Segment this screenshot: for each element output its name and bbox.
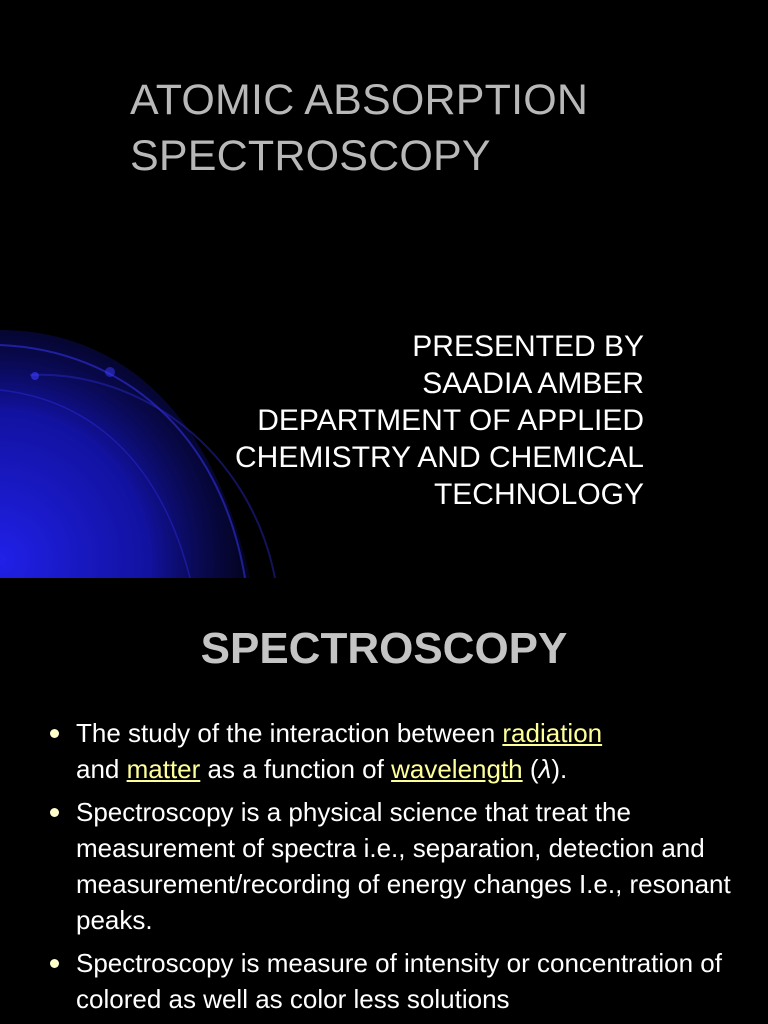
bullet-list bbox=[44, 715, 734, 1024]
department-line-1: DEPARTMENT OF APPLIED bbox=[257, 404, 644, 437]
slide-spectroscopy bbox=[0, 578, 768, 1024]
presenter-name: SAADIA AMBER bbox=[422, 367, 644, 400]
department-line-2: CHEMISTRY AND CHEMICAL bbox=[235, 441, 644, 474]
title-line-1: ATOMIC ABSORPTION bbox=[130, 76, 589, 124]
bullet-icon bbox=[50, 729, 59, 738]
bullet-icon bbox=[50, 959, 59, 968]
matter-link[interactable]: matter bbox=[126, 754, 201, 784]
lambda-symbol: λ bbox=[538, 754, 552, 784]
presenter-block bbox=[84, 328, 644, 513]
presentation-title bbox=[130, 72, 730, 184]
presented-by-label: PRESENTED BY bbox=[412, 330, 644, 363]
list-item bbox=[44, 794, 734, 938]
wavelength-link[interactable]: wavelength bbox=[391, 754, 523, 784]
bullet-icon bbox=[50, 808, 59, 817]
list-item: The study of the interaction between radiation and matter as a function of wavelength (λ). bbox=[44, 715, 734, 787]
title-line-2: SPECTROSCOPY bbox=[130, 132, 491, 180]
radiation-link[interactable]: radiation bbox=[502, 718, 603, 748]
list-item bbox=[44, 945, 734, 1017]
slide-title: SPECTROSCOPY bbox=[200, 624, 568, 673]
bullet-text: Spectroscopy is a physical science that treat the measurement of spectra i.e., separation, detection and measurement/recording of energy changes I.e., resonant peaks. bbox=[76, 797, 731, 935]
bullet-text: Spectroscopy is measure of intensity or concentration of colored as well as color less solutions bbox=[76, 948, 722, 1014]
department-line-3: TECHNOLOGY bbox=[433, 478, 644, 511]
